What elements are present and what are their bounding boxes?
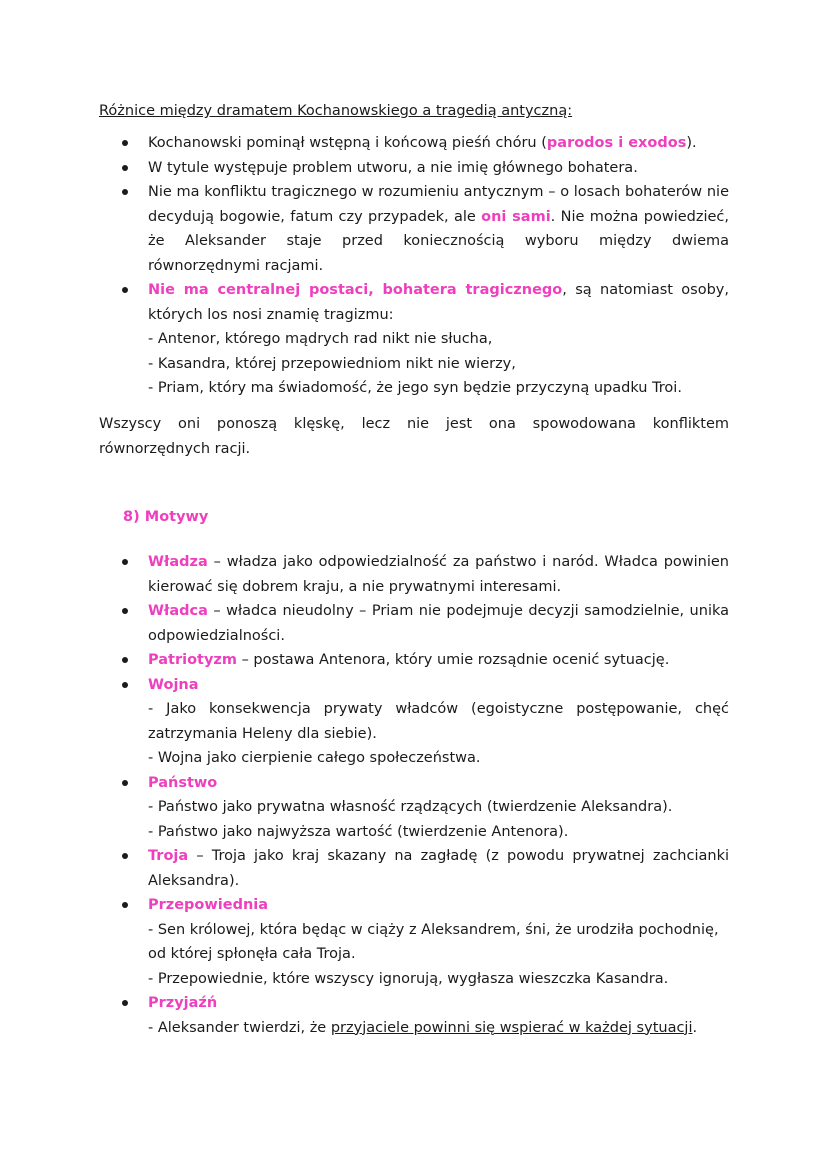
motif-term: Państwo [148, 774, 218, 791]
motif-term: Troja [148, 848, 189, 864]
sub-item: - Wojna jako cierpienie całego społeczeństwa. [148, 750, 481, 766]
highlight-term: oni sami [481, 208, 551, 225]
sub-item: - Antenor, którego mądrych rad nikt nie słucha, [148, 331, 493, 347]
underlined-phrase: przyjaciele powinni się wspierać w każdej sytuacji [330, 1019, 693, 1036]
motif-term: Władza [148, 554, 208, 570]
sub-item: - Jako konsekwencja prywaty władców (egoistyczne postępowanie, chęć zatrzymania Heleny dla siebie). [148, 701, 729, 742]
sub-item: - Priam, który ma świadomość, że jego syn będzie przyczyną upadku Troi. [148, 380, 682, 396]
highlight-term: Nie ma centralnej postaci, bohatera tragicznego [148, 282, 563, 298]
motif-term: Władca [148, 603, 208, 619]
motif-item [0, 991, 828, 1040]
motif-item [0, 771, 828, 845]
motif-term: Przepowiednia [148, 897, 269, 913]
motif-term: Przyjaźń [148, 995, 218, 1011]
sub-item: - Przepowiednie, które wszyscy ignorują, wygłasza wieszczka Kasandra. [148, 970, 669, 987]
motifs-list [0, 550, 828, 1040]
motif-term: Patriotyzm [148, 652, 237, 668]
section-title: 8) Motywy [123, 509, 209, 525]
page-heading: Różnice między dramatem Kochanowskiego a tragedią antyczną: [99, 103, 573, 119]
sub-item: - Państwo jako najwyższa wartość (twierdzenie Antenora). [148, 823, 569, 840]
list-item: W tytule występuje problem utworu, a nie imię głównego bohatera. [0, 156, 828, 181]
motif-item: Patriotyzm – postawa Antenora, który umie rozsądnie ocenić sytuację. [0, 648, 828, 673]
motif-item: Troja – Troja jako kraj skazany na zagładę (z powodu prywatnej zachcianki Aleksandra). [0, 844, 828, 893]
sub-item: - Kasandra, której przepowiedniom nikt nie wierzy, [148, 355, 516, 372]
motif-item [0, 893, 828, 991]
motif-item: Władca – władca nieudolny – Priam nie podejmuje decyzji samodzielnie, unika odpowiedzialności. [0, 599, 828, 648]
sub-item: - Aleksander twierdzi, że przyjaciele powinni się wspierać w każdej sytuacji. [148, 1019, 698, 1036]
summary-paragraph: Wszyscy oni ponoszą klęskę, lecz nie jest ona spowodowana konfliktem równorzędnych racji. [99, 416, 729, 457]
list-item: Kochanowski pominął wstępną i końcową pieśń chóru (parodos i exodos). [0, 131, 828, 156]
motif-item: Władza – władza jako odpowiedzialność za państwo i naród. Władca powinien kierować się dobrem kraju, a nie prywatnymi interesami. [0, 550, 828, 599]
sub-item: - Państwo jako prywatna własność rządzących (twierdzenie Aleksandra). [148, 799, 673, 815]
motif-item [0, 673, 828, 771]
sub-item: - Sen królowej, która będąc w ciąży z Aleksandrem, śni, że urodziła pochodnię, od której spłonęła cała Troja. [148, 921, 719, 962]
differences-list [0, 131, 828, 401]
motif-term: Wojna [148, 676, 199, 693]
list-item: Nie ma konfliktu tragicznego w rozumieniu antycznym – o losach bohaterów nie decydują bogowie, fatum czy przypadek, ale oni sami. Nie można powiedzieć, że Aleksander staje przed koniecznością wyboru między dwiema równorzędnymi racjami. [0, 180, 828, 278]
list-item: Nie ma centralnej postaci, bohatera tragicznego, są natomiast osoby, których los nosi znamię tragizmu: - Antenor, którego mądrych rad nikt nie słucha, - Kasandra, której przepowiedniom nikt nie wierzy, - Priam, który ma świadomość, że jego syn będzie przyczyną upadku Troi. [0, 278, 828, 401]
highlight-term: parodos i exodos [546, 135, 687, 151]
